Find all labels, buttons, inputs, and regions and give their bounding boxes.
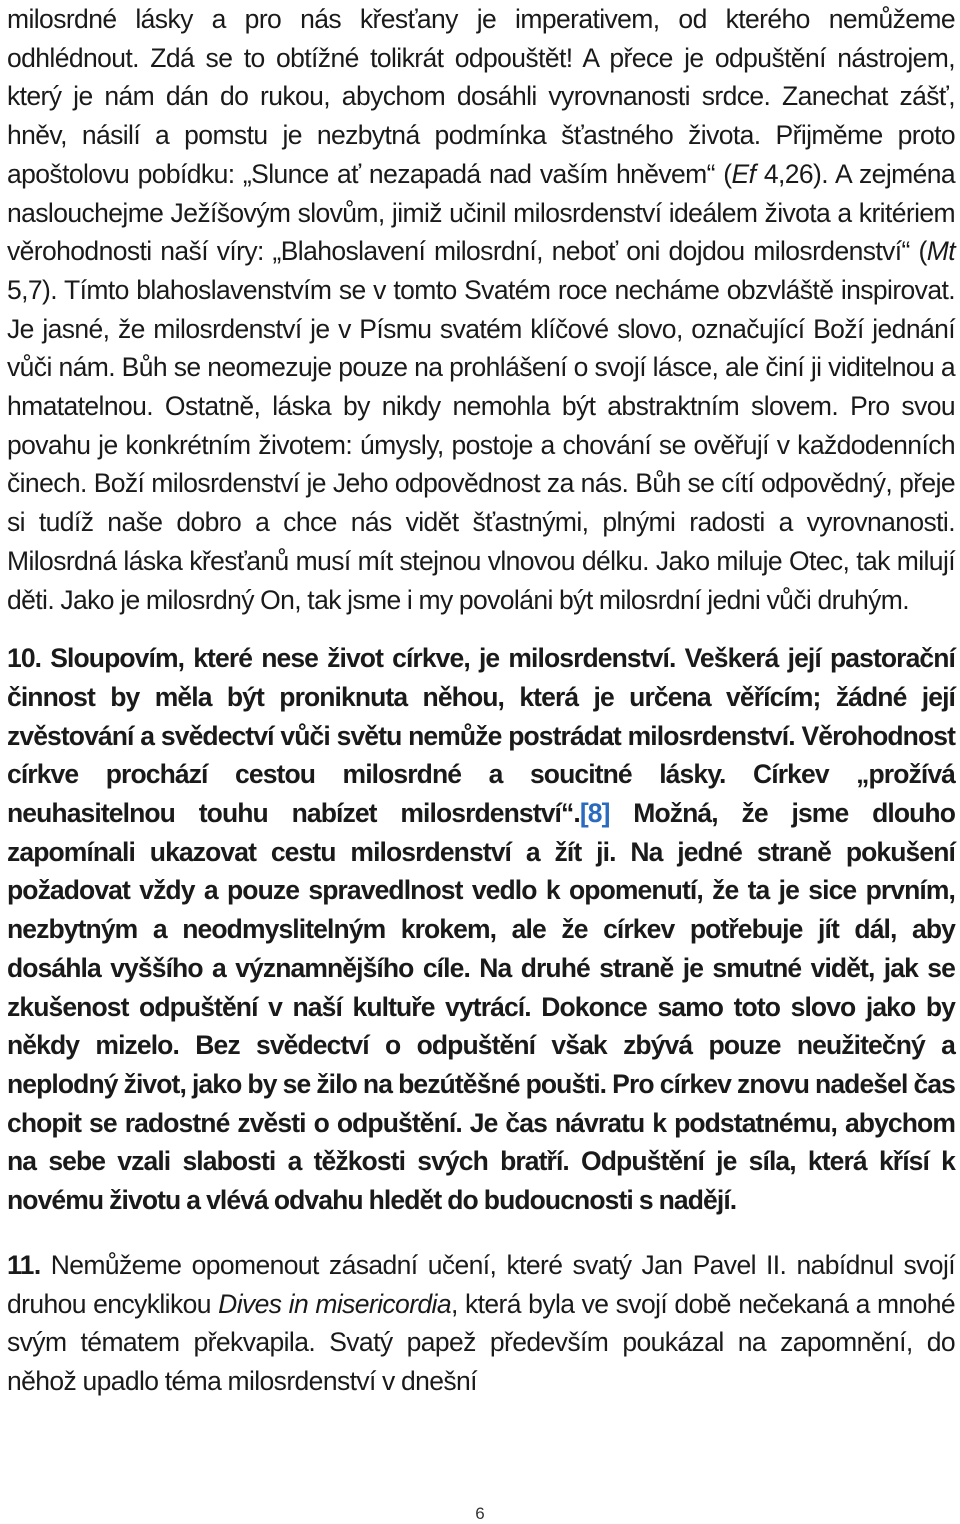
- scripture-ref-ef: Ef: [731, 158, 756, 189]
- paragraph-10: [7, 639, 955, 1220]
- paragraph-11-number: 11.: [7, 1249, 41, 1280]
- paragraph-9-text-2: 4,26). A zejména naslouchejme Ježíšovým slovům, jimiž učinil milosrdenství ideálem života a kritériem věrohodnosti naší víry: „Blahoslavení milosrdní, neboť oni dojdou milosrdenství“ (: [7, 158, 955, 267]
- page-number: 6: [475, 1504, 485, 1523]
- paragraph-9-continued: [7, 0, 955, 619]
- paragraph-9-text-1: milosrdné lásky a pro nás křesťany je imperativem, od kterého nemůžeme odhlédnout. Zdá se to obtížné tolikrát odpouštět! A přece je odpuštění nástrojem, který je nám dán do rukou, abychom dosáhli vyrovnanosti srdce. Zanechat zášť, hněv, násilí a pomstu je nezbytná podmínka šťastného života. Přijměme proto apoštolovu pobídku: „Slunce ať nezapadá nad vaším hněvem“ (: [7, 4, 955, 189]
- footnote-link-8[interactable]: [8]: [579, 798, 610, 829]
- paragraph-11-text-1: Nemůžeme opomenout zásadní učení, které svatý Jan Pavel II. nabídnul svojí druhou encyklikou: [7, 1249, 955, 1319]
- encyclical-title: Dives in misericordia: [218, 1288, 451, 1319]
- paragraph-11-text-2: , která byla ve svojí době nečekaná a mnohé svým tématem překvapila. Svatý papež především poukázal na zapomnění, do něhož upadlo téma milosrdenství v dnešní: [7, 1288, 955, 1396]
- paragraph-10-number: 10.: [7, 643, 42, 674]
- paragraph-11: [7, 1246, 955, 1401]
- document-page: [7, 0, 955, 1401]
- paragraph-9-text-3: 5,7). Tímto blahoslavenstvím se v tomto Svatém roce necháme obzvláště inspirovat. Je jasné, že milosrdenství je v Písmu svatém klíčové slovo, označující Boží jednání vůči nám. Bůh se neomezuje pouze na prohlášení o svojí lásce, ale činí ji viditelnou a hmatatelnou. Ostatně, láska by nikdy nemohla být abstraktním slovem. Pro svou povahu je konkrétním životem: úmysly, postoje a chování se ověřují v každodenních činech. Boží milosrdenství je Jeho odpovědnost za nás. Bůh se cítí odpovědný, přeje si tudíž naše dobro a chce nás vidět šťastnými, plnými radosti a vyrovnanosti. Milosrdná láska křesťanů musí mít stejnou vlnovou délku. Jako miluje Otec, tak milují děti. Jako je milosrdný On, tak jsme i my povoláni být milosrdní jedni vůči druhým.: [7, 274, 955, 615]
- paragraph-10-text-2: Možná, že jsme dlouho zapomínali ukazovat cestu milosrdenství a žít ji. Na jedné straně pokušení požadovat vždy a pouze spravedlnost vedlo k opomenutí, že ta je sice prvním, nezbytným a neodmyslitelným krokem, ale že církev potřebuje jít dál, aby dosáhla vyššího a významnějšího cíle. Na druhé straně je smutné vidět, jak se zkušenost odpuštění v naší kultuře vytrácí. Dokonce samo toto slovo jako by někdy mizelo. Bez svědectví o odpuštění však zbývá pouze neužitečný a neplodný život, jako by se žilo na bezútěšné poušti. Pro církev znovu nadešel čas chopit se radostné zvěsti o odpuštění. Je čas návratu k podstatnému, abychom na sebe vzali slabosti a těžkosti svých bratří. Odpuštění je síla, která křísí k novému životu a vlévá odvahu hledět do budoucnosti s nadějí.: [7, 798, 955, 1216]
- paragraph-10-text-1: Sloupovím, které nese život církve, je milosrdenství. Veškerá její pastorační činnost by měla být proniknuta něhou, která je určena věřícím; žádné její zvěstování a svědectví vůči světu nemůže postrádat milosrdenství. Věrohodnost církve prochází cestou milosrdné a soucitné lásky. Církev „prožívá neuhasitelnou touhu nabízet milosrdenství“.: [7, 643, 955, 829]
- scripture-ref-mt: Mt: [926, 236, 955, 267]
